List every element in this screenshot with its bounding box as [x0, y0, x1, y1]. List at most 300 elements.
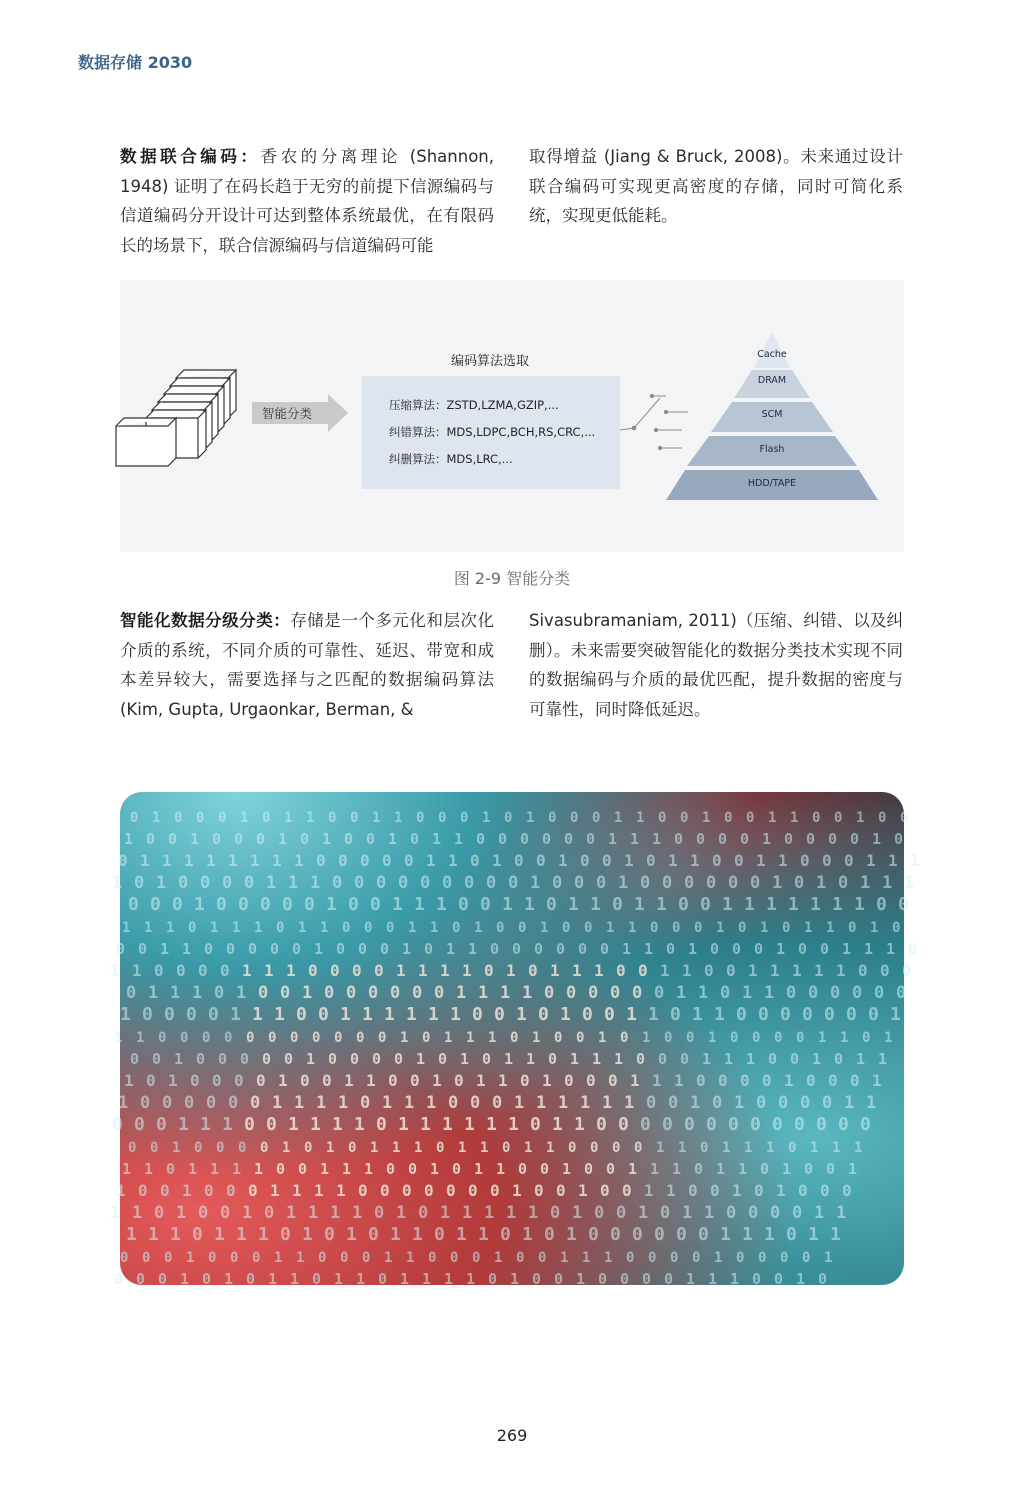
binary-digit-decoration: 1 [628, 920, 637, 936]
binary-digit-decoration: 0 [208, 1004, 219, 1025]
binary-digit-decoration: 1 [826, 920, 835, 936]
binary-digit-decoration: 1 [830, 1224, 841, 1245]
binary-digit-decoration: 1 [124, 1071, 134, 1090]
binary-digit-decoration: 1 [144, 920, 153, 936]
binary-digit-decoration: 0 [318, 1250, 327, 1266]
binary-digit-decoration: 0 [438, 810, 447, 826]
binary-digit-decoration: 0 [128, 894, 139, 915]
binary-digit-decoration: 1 [864, 940, 874, 958]
binary-digit-decoration: 0 [584, 1160, 594, 1178]
binary-digit-decoration: 0 [136, 1270, 146, 1288]
binary-digit-decoration: 1 [516, 1004, 527, 1025]
binary-digit-decoration: 0 [264, 1203, 275, 1223]
binary-digit-decoration: 0 [204, 1181, 214, 1200]
binary-digit-decoration: 0 [556, 1181, 566, 1200]
binary-digit-decoration: 1 [536, 1093, 547, 1113]
binary-digit-decoration: 0 [536, 851, 546, 870]
binary-digit-decoration: 0 [496, 920, 505, 936]
binary-digit-decoration: 1 [110, 961, 120, 980]
binary-digit-decoration: 0 [438, 1050, 448, 1068]
binary-digit-decoration: 1 [180, 1270, 190, 1288]
binary-digit-decoration: 1 [730, 1270, 740, 1288]
binary-digit-decoration: 1 [702, 810, 711, 826]
binary-digit-decoration: 1 [252, 1004, 263, 1025]
binary-digit-decoration: 0 [360, 1093, 371, 1113]
binary-digit-decoration: 0 [422, 1030, 431, 1046]
binary-digit-decoration: 1 [426, 851, 436, 870]
binary-digit-decoration: 0 [796, 1030, 805, 1046]
binary-digit-decoration: 0 [428, 1250, 437, 1266]
binary-digit-decoration: 0 [646, 851, 656, 870]
binary-digit-decoration: 0 [838, 873, 849, 893]
binary-digit-decoration: 1 [316, 1093, 327, 1113]
binary-digit-decoration: 1 [856, 1050, 866, 1068]
binary-digit-decoration: 1 [764, 1224, 775, 1245]
binary-digit-decoration: 1 [468, 940, 478, 958]
binary-digit-decoration: 1 [738, 1160, 748, 1178]
binary-digit-decoration: 0 [312, 1270, 322, 1288]
binary-digit-decoration: 0 [852, 983, 863, 1003]
binary-digit-decoration: 1 [552, 1114, 563, 1135]
binary-digit-decoration: 0 [772, 1114, 783, 1135]
binary-digit-decoration: 0 [142, 1004, 153, 1025]
binary-digit-decoration: 1 [406, 1004, 417, 1025]
binary-digit-decoration: 0 [300, 830, 310, 848]
binary-digit-decoration: 1 [264, 961, 274, 980]
binary-digit-decoration: 0 [128, 1140, 137, 1156]
binary-digit-decoration: 0 [350, 810, 359, 826]
binary-digit-decoration: 0 [788, 1140, 797, 1156]
binary-digit-decoration: 1 [766, 894, 777, 915]
binary-digit-decoration: 0 [418, 1203, 429, 1223]
binary-digit-decoration: 0 [728, 1114, 739, 1135]
binary-digit-decoration: 0 [774, 1270, 784, 1288]
binary-digit-decoration: 0 [508, 873, 519, 893]
binary-digit-decoration: 0 [542, 830, 552, 848]
binary-digit-decoration: 1 [842, 940, 852, 958]
binary-digit-decoration: 0 [318, 1004, 329, 1025]
figure-caption: 图 2-9 智能分类 [453, 569, 571, 588]
binary-digit-decoration: 0 [258, 983, 269, 1003]
binary-digit-decoration: 0 [538, 1250, 547, 1266]
binary-digit-decoration: 1 [182, 940, 192, 958]
binary-digit-decoration: 0 [218, 1050, 228, 1068]
binary-digit-decoration: 1 [464, 1114, 475, 1135]
binary-digit-decoration: 0 [596, 873, 607, 893]
binary-digit-decoration: 0 [692, 1250, 701, 1266]
binary-digit-decoration: 0 [604, 1004, 615, 1025]
binary-digit-decoration: 1 [866, 851, 876, 870]
binary-digit-decoration: 1 [598, 1030, 607, 1046]
section2-heading: 智能化数据分级分类： [120, 611, 291, 630]
binary-digit-decoration: 1 [722, 894, 733, 915]
binary-digit-decoration: 1 [804, 920, 813, 936]
binary-digit-decoration: 1 [546, 1140, 555, 1156]
binary-digit-decoration: 1 [678, 1140, 687, 1156]
binary-digit-decoration: 1 [682, 1203, 693, 1223]
binary-digit-decoration: 0 [134, 1114, 145, 1135]
binary-digit-decoration: 0 [610, 1224, 621, 1245]
binary-digit-decoration: 0 [704, 961, 714, 980]
binary-digit-decoration: 0 [732, 940, 742, 958]
binary-digit-decoration: 1 [160, 940, 170, 958]
binary-digit-decoration: 1 [702, 1050, 712, 1068]
binary-digit-decoration: 0 [256, 830, 266, 848]
binary-digit-decoration: 1 [504, 1050, 514, 1068]
binary-digit-decoration: 0 [668, 1093, 679, 1113]
binary-digit-decoration: 1 [714, 1004, 725, 1025]
binary-digit-decoration: 1 [118, 1093, 129, 1113]
binary-digit-decoration: 1 [308, 1203, 319, 1223]
binary-digit-decoration: 0 [756, 1093, 767, 1113]
binary-digit-decoration: 1 [414, 894, 425, 915]
binary-digit-decoration: 0 [482, 1050, 492, 1068]
binary-digit-decoration: 1 [334, 1270, 344, 1288]
binary-digit-decoration: 1 [606, 920, 615, 936]
binary-digit-decoration: 0 [168, 830, 178, 848]
binary-digit-decoration: 1 [636, 810, 645, 826]
binary-digit-decoration: 0 [376, 1114, 387, 1135]
binary-digit-decoration: 0 [460, 810, 469, 826]
binary-digit-decoration: 0 [172, 894, 183, 915]
binary-digit-decoration: 1 [768, 810, 777, 826]
binary-digit-decoration: 0 [164, 1250, 173, 1266]
binary-digit-decoration: 1 [174, 1050, 184, 1068]
binary-digit-decoration: 0 [636, 1050, 646, 1068]
binary-digit-decoration: 1 [278, 830, 288, 848]
binary-digit-decoration: 1 [576, 1270, 586, 1288]
binary-digit-decoration: 1 [496, 1160, 506, 1178]
binary-digit-decoration: 1 [746, 1050, 756, 1068]
binary-digit-decoration: 1 [660, 961, 670, 980]
binary-digit-decoration: 0 [404, 851, 414, 870]
binary-digit-decoration: 1 [340, 1004, 351, 1025]
binary-digit-decoration: 1 [778, 851, 788, 870]
binary-digit-decoration: 1 [812, 1050, 822, 1068]
binary-digit-decoration: 0 [386, 1160, 396, 1178]
binary-digit-decoration: 0 [202, 1030, 211, 1046]
binary-digit-decoration: 0 [358, 940, 368, 958]
binary-digit-decoration: 0 [596, 1114, 607, 1135]
binary-digit-decoration: 0 [850, 830, 860, 848]
binary-digit-decoration: 1 [268, 1270, 278, 1288]
binary-digit-decoration: 1 [430, 1160, 440, 1178]
binary-digit-decoration: 1 [608, 830, 618, 848]
binary-digit-decoration: 0 [154, 1203, 165, 1223]
binary-digit-decoration: 0 [736, 1250, 745, 1266]
binary-digit-decoration: 0 [846, 1004, 857, 1025]
binary-digit-decoration: 1 [236, 983, 247, 1003]
binary-digit-decoration: 0 [120, 1250, 129, 1266]
binary-digit-decoration: 0 [374, 1203, 385, 1223]
binary-digit-decoration: 1 [590, 894, 601, 915]
binary-digit-decoration: 0 [226, 1181, 236, 1200]
binary-digit-decoration: 0 [842, 1181, 852, 1200]
binary-digit-decoration: 0 [424, 1181, 434, 1200]
binary-digit-decoration: 0 [752, 1270, 762, 1288]
binary-digit-decoration: 0 [322, 1071, 332, 1090]
binary-digit-decoration: 1 [188, 1160, 198, 1178]
binary-digit-decoration: 1 [704, 1203, 715, 1223]
binary-digit-decoration: 0 [518, 920, 527, 936]
binary-digit-decoration: 0 [276, 920, 285, 936]
binary-digit-decoration: 1 [764, 983, 775, 1003]
binary-digit-decoration: 1 [338, 1093, 349, 1113]
binary-digit-decoration: 0 [750, 1114, 761, 1135]
binary-digit-decoration: 0 [292, 940, 302, 958]
binary-digit-decoration: 0 [816, 1114, 827, 1135]
binary-digit-decoration: 1 [116, 1181, 126, 1200]
binary-digit-decoration: 0 [730, 1030, 739, 1046]
binary-digit-decoration: 0 [368, 983, 379, 1003]
binary-digit-decoration: 1 [320, 920, 329, 936]
binary-digit-decoration: 0 [626, 1250, 635, 1266]
binary-digit-decoration: 1 [480, 1140, 489, 1156]
binary-digit-decoration: 0 [632, 983, 643, 1003]
binary-digit-decoration: 1 [672, 1160, 682, 1178]
binary-digit-decoration: 1 [456, 983, 467, 1003]
binary-digit-decoration: 0 [694, 920, 703, 936]
binary-digit-decoration: 0 [670, 1250, 679, 1266]
binary-digit-decoration: 0 [348, 894, 359, 915]
binary-digit-decoration: 1 [766, 1140, 775, 1156]
binary-digit-decoration: 1 [724, 1050, 734, 1068]
binary-digit-decoration: 1 [526, 1050, 536, 1068]
binary-digit-decoration: 1 [426, 1093, 437, 1113]
binary-digit-decoration: 0 [516, 1250, 525, 1266]
binary-digit-decoration: 1 [432, 1071, 442, 1090]
binary-digit-decoration: 0 [176, 961, 186, 980]
section1-paragraph-left [120, 142, 494, 260]
binary-digit-decoration: 0 [360, 851, 370, 870]
binary-digit-decoration: 0 [554, 1270, 564, 1288]
binary-digit-decoration: 0 [362, 1250, 371, 1266]
binary-digit-decoration: 0 [584, 920, 593, 936]
binary-digit-decoration: 1 [274, 1250, 283, 1266]
binary-digit-decoration: 1 [634, 894, 645, 915]
binary-digit-decoration: 0 [678, 894, 689, 915]
binary-digit-decoration: 1 [144, 1160, 154, 1178]
binary-digit-decoration: 0 [834, 810, 843, 826]
binary-digit-decoration: 1 [254, 920, 263, 936]
binary-digit-decoration: 1 [676, 983, 687, 1003]
binary-digit-decoration: 0 [650, 920, 659, 936]
binary-digit-decoration: 0 [130, 810, 139, 826]
binary-digit-decoration: 0 [632, 1224, 643, 1245]
binary-digit-decoration: 1 [242, 961, 252, 980]
binary-digit-decoration: 0 [368, 1224, 379, 1245]
binary-digit-decoration: 1 [652, 830, 662, 848]
binary-digit-decoration: 0 [316, 851, 326, 870]
binary-digit-decoration: 0 [262, 1050, 272, 1068]
binary-digit-decoration: 1 [602, 1093, 613, 1113]
binary-digit-decoration: 0 [476, 830, 486, 848]
binary-digit-decoration: 1 [756, 851, 766, 870]
binary-digit-decoration: 1 [650, 1160, 660, 1178]
binary-digit-decoration: 1 [286, 961, 296, 980]
binary-digit-decoration: 0 [388, 1071, 398, 1090]
binary-digit-decoration: 0 [338, 851, 348, 870]
binary-digit-decoration: 0 [818, 1270, 828, 1288]
binary-digit-decoration: 0 [510, 1030, 519, 1046]
binary-digit-decoration: 1 [292, 1181, 302, 1200]
binary-digit-decoration: 0 [822, 851, 832, 870]
binary-digit-decoration: 1 [568, 894, 579, 915]
binary-digit-decoration: 1 [396, 1203, 407, 1223]
binary-digit-decoration: 0 [220, 1203, 231, 1223]
binary-digit-decoration: 1 [566, 1224, 577, 1245]
binary-digit-decoration: 0 [146, 1071, 156, 1090]
binary-digit-decoration: 0 [770, 1203, 781, 1223]
binary-digit-decoration: 1 [776, 940, 786, 958]
binary-digit-decoration: 0 [794, 873, 805, 893]
binary-digit-decoration: 0 [694, 1160, 704, 1178]
binary-digit-decoration: 1 [214, 1224, 225, 1245]
binary-digit-decoration: 0 [802, 1004, 813, 1025]
binary-digit-decoration: 0 [238, 894, 249, 915]
binary-digit-decoration: 0 [266, 1114, 277, 1135]
binary-digit-decoration: 0 [578, 940, 588, 958]
binary-digit-decoration: 0 [592, 810, 601, 826]
binary-digit-decoration: 0 [858, 961, 868, 980]
binary-digit-decoration: 1 [210, 920, 219, 936]
binary-digit-decoration: 1 [302, 1224, 313, 1245]
binary-digit-decoration: 0 [750, 873, 761, 893]
binary-digit-decoration: 0 [588, 1224, 599, 1245]
binary-digit-decoration: 1 [110, 1203, 121, 1223]
binary-digit-decoration: 1 [382, 1093, 393, 1113]
binary-digit-decoration: 1 [176, 1203, 187, 1223]
binary-digit-decoration: 0 [224, 1030, 233, 1046]
binary-digit-decoration: 0 [570, 810, 579, 826]
binary-digit-decoration: 1 [642, 1030, 651, 1046]
binary-digit-decoration: 1 [392, 894, 403, 915]
binary-digit-decoration: 1 [772, 873, 783, 893]
binary-digit-decoration: 0 [504, 810, 513, 826]
binary-digit-decoration: 0 [212, 830, 222, 848]
binary-digit-decoration: 0 [324, 983, 335, 1003]
binary-digit-decoration: 1 [878, 1050, 888, 1068]
binary-digit-decoration: 0 [378, 1030, 387, 1046]
binary-digit-decoration: 0 [880, 961, 890, 980]
binary-digit-decoration: 0 [574, 873, 585, 893]
binary-digit-decoration: 0 [540, 1160, 550, 1178]
binary-digit-decoration: 1 [148, 983, 159, 1003]
binary-digit-decoration: 1 [870, 920, 879, 936]
binary-digit-decoration: 0 [226, 940, 236, 958]
binary-digit-decoration: 1 [322, 830, 332, 848]
binary-digit-decoration: 1 [336, 1181, 346, 1200]
binary-digit-decoration: 0 [762, 1071, 772, 1090]
binary-digit-decoration: 1 [810, 894, 821, 915]
binary-digit-decoration: 1 [474, 920, 483, 936]
binary-digit-decoration: 0 [520, 1071, 530, 1090]
binary-digit-decoration: 1 [192, 983, 203, 1003]
binary-digit-decoration: 0 [662, 873, 673, 893]
binary-digit-decoration: 0 [698, 1224, 709, 1245]
binary-digit-decoration: 0 [806, 830, 816, 848]
binary-digit-decoration: 1 [742, 1224, 753, 1245]
binary-digit-decoration: 0 [162, 1093, 173, 1113]
smart-classification-figure [120, 280, 904, 552]
binary-digit-decoration: 0 [112, 1114, 123, 1135]
binary-digit-decoration: 1 [354, 1114, 365, 1135]
binary-digit-decoration: 0 [268, 1030, 277, 1046]
binary-digit-decoration: 1 [448, 851, 458, 870]
binary-digit-decoration: 0 [398, 873, 409, 893]
binary-digit-decoration: 1 [372, 810, 381, 826]
binary-digit-decoration: 1 [686, 1270, 696, 1288]
binary-digit-decoration: 1 [836, 1203, 847, 1223]
binary-digit-decoration: 1 [236, 1224, 247, 1245]
binary-digit-decoration: 0 [878, 810, 887, 826]
binary-digit-decoration: 1 [390, 1224, 401, 1245]
binary-digit-decoration: 1 [294, 1093, 305, 1113]
binary-digit-decoration: 0 [488, 1270, 498, 1288]
binary-digit-decoration: 0 [564, 830, 574, 848]
binary-digit-decoration: 0 [706, 1114, 717, 1135]
binary-digit-decoration: 1 [792, 961, 802, 980]
binary-digit-decoration: 1 [532, 1030, 541, 1046]
binary-digit-decoration: 0 [358, 1181, 368, 1200]
binary-digit-decoration: 0 [346, 983, 357, 1003]
binary-digit-decoration: 1 [462, 1203, 473, 1223]
binary-digit-decoration: 0 [386, 920, 395, 936]
binary-digit-decoration: 1 [460, 1050, 470, 1068]
binary-digit-decoration: 1 [462, 961, 472, 980]
binary-digit-decoration: 0 [446, 1181, 456, 1200]
binary-digit-decoration: 1 [788, 894, 799, 915]
binary-digit-decoration: 0 [374, 961, 384, 980]
binary-digit-decoration: 0 [412, 983, 423, 1003]
binary-digit-decoration: 0 [334, 1030, 343, 1046]
binary-digit-decoration: 1 [286, 1203, 297, 1223]
binary-digit-decoration: 1 [478, 983, 489, 1003]
binary-digit-decoration: 0 [364, 920, 373, 936]
binary-digit-decoration: 0 [844, 851, 854, 870]
pyramid-label-hdd: HDD/TAPE [747, 478, 797, 489]
binary-digit-decoration: 1 [224, 1270, 234, 1288]
binary-digit-decoration: 1 [162, 851, 172, 870]
binary-digit-decoration: 0 [116, 940, 126, 958]
binary-digit-decoration: 0 [298, 1160, 308, 1178]
binary-digit-decoration: 0 [786, 1224, 797, 1245]
binary-digit-decoration: 1 [466, 1030, 475, 1046]
binary-digit-decoration: 0 [472, 1250, 481, 1266]
binary-digit-decoration: 0 [876, 894, 887, 915]
binary-digit-decoration: 0 [394, 1050, 404, 1068]
binary-digit-decoration: 1 [310, 873, 321, 893]
binary-digit-decoration: 1 [170, 1224, 181, 1245]
section1-right-text: 取得增益 (Jiang & Bruck, 2008)。未来通过设计联合编码可实现更高密度的存储，同时可简化系统，实现更低能耗。 [529, 147, 903, 225]
binary-digit-decoration: 0 [860, 1114, 871, 1135]
binary-digit-decoration: 1 [856, 810, 865, 826]
binary-digit-decoration: 0 [538, 1004, 549, 1025]
binary-digit-decoration: 1 [392, 1140, 401, 1156]
binary-digit-decoration: 0 [568, 1140, 577, 1156]
binary-digit-decoration: 1 [200, 1114, 211, 1135]
binary-digit-decoration: 0 [378, 1270, 388, 1288]
binary-digit-decoration: 0 [142, 1250, 151, 1266]
binary-digit-decoration: 0 [676, 1224, 687, 1245]
section1-left-text: 香农的分离理论 (Shannon, 1948) 证明了在码长趋于无穷的前提下信源编码与信道编码分开设计可达到整体系统最优，在有限码长的场景下，联合信源编码与信道编码可能 [120, 147, 495, 255]
binary-digit-decoration: 1 [688, 940, 698, 958]
binary-digit-decoration: 1 [644, 940, 654, 958]
binary-digit-decoration: 1 [414, 1140, 423, 1156]
binary-digit-decoration: 0 [534, 1181, 544, 1200]
binary-digit-decoration: 0 [348, 1140, 357, 1156]
binary-digit-decoration: 0 [824, 1004, 835, 1025]
